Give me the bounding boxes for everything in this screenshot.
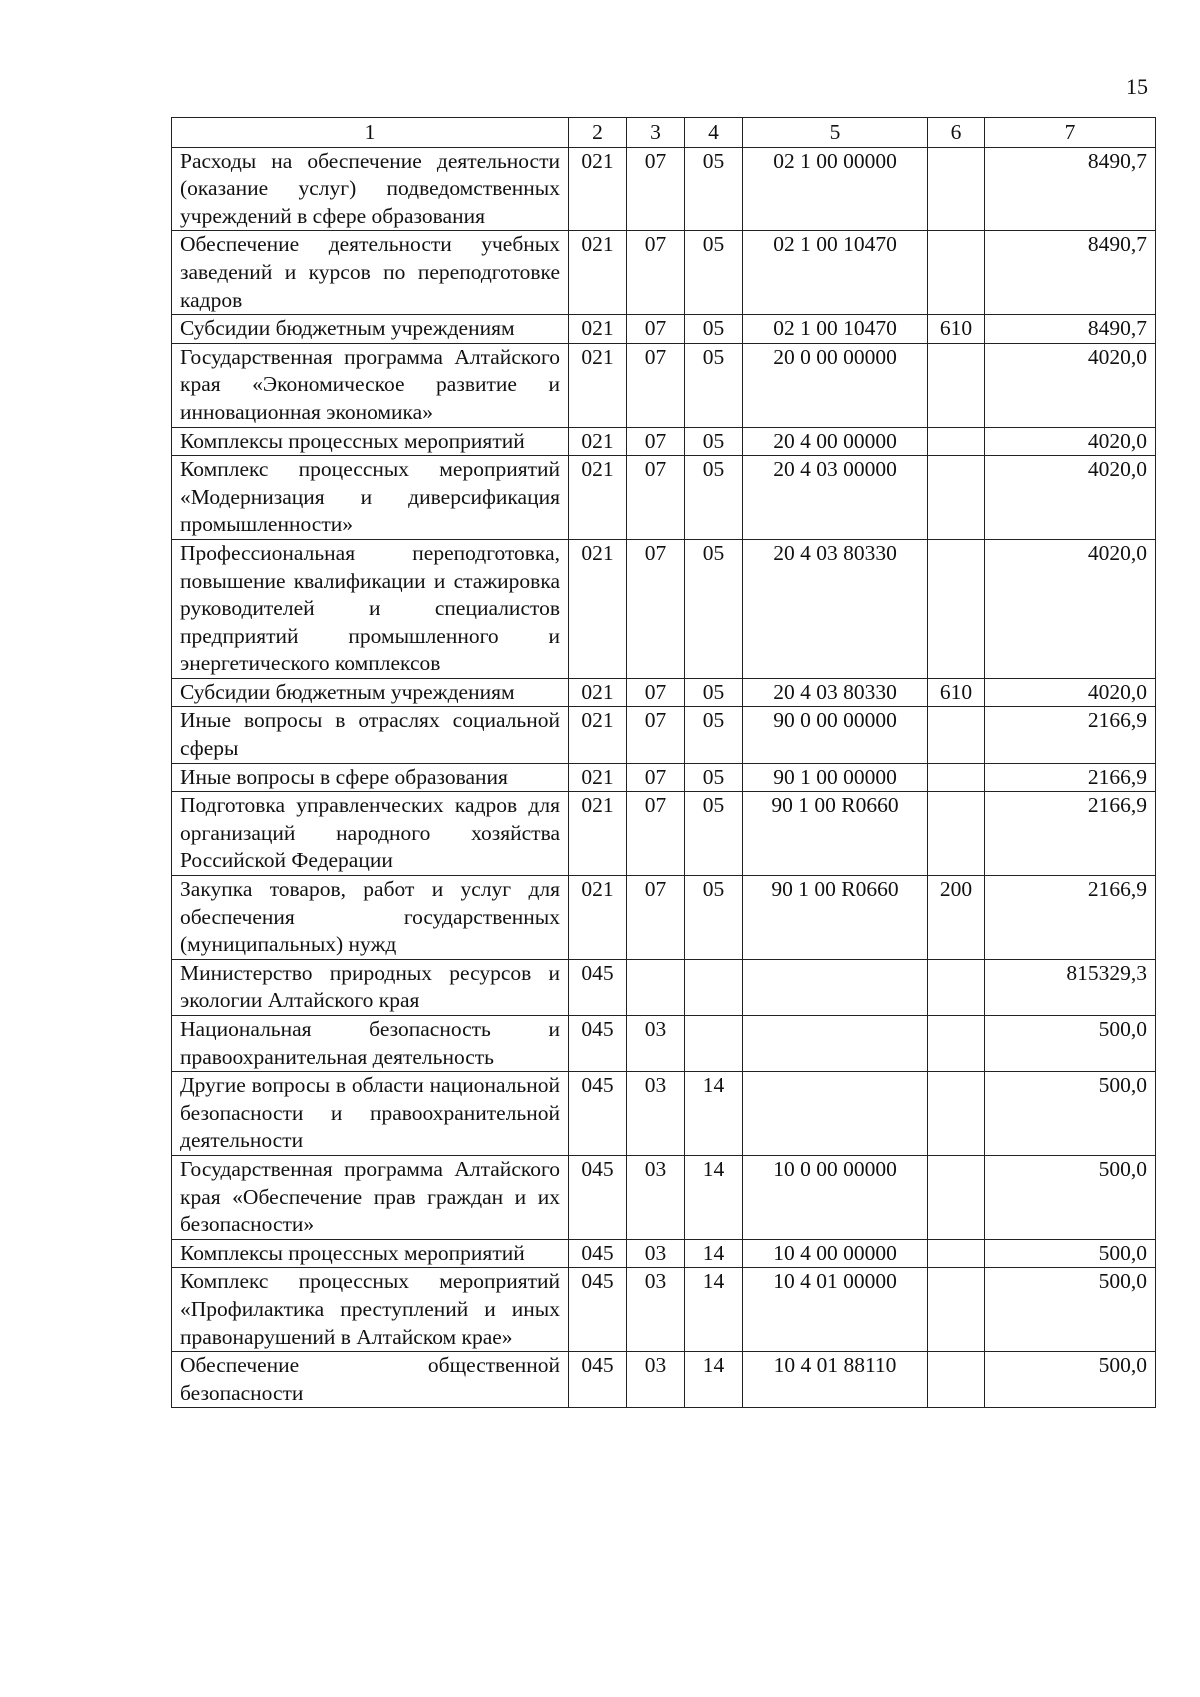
section-code-cell: 03: [627, 1239, 685, 1268]
amount-cell: 4020,0: [985, 456, 1156, 540]
admin-code-cell: 045: [569, 1268, 627, 1352]
section-code-cell: 03: [627, 1016, 685, 1072]
table-row: [172, 678, 1156, 707]
amount-cell: 4020,0: [985, 678, 1156, 707]
table-row: [172, 707, 1156, 763]
expense-type-cell: [928, 343, 985, 427]
expense-type-cell: [928, 707, 985, 763]
target-code-cell: [743, 1072, 928, 1156]
section-code-cell: 07: [627, 231, 685, 315]
admin-code-cell: 045: [569, 1155, 627, 1239]
target-code-cell: [743, 1016, 928, 1072]
admin-code-cell: 021: [569, 678, 627, 707]
expense-name-cell: Субсидии бюджетным учреждениям: [172, 315, 569, 344]
amount-cell: 4020,0: [985, 427, 1156, 456]
section-code-cell: 07: [627, 456, 685, 540]
admin-code-cell: 021: [569, 792, 627, 876]
budget-table: [171, 117, 1156, 1408]
table-row: [172, 959, 1156, 1015]
admin-code-cell: 021: [569, 876, 627, 960]
target-code-cell: 02 1 00 00000: [743, 147, 928, 231]
header-cell: 6: [928, 118, 985, 148]
expense-name-cell: Профессиональная переподготовка, повышение квалификации и стажировка руководителей и специалистов предприятий промышленного и энергетического комплексов: [172, 539, 569, 678]
section-code-cell: 07: [627, 539, 685, 678]
section-code-cell: [627, 959, 685, 1015]
target-code-cell: 90 1 00 R0660: [743, 876, 928, 960]
amount-cell: 815329,3: [985, 959, 1156, 1015]
table-row: [172, 763, 1156, 792]
amount-cell: 500,0: [985, 1352, 1156, 1408]
amount-cell: 500,0: [985, 1155, 1156, 1239]
expense-type-cell: [928, 456, 985, 540]
amount-cell: 2166,9: [985, 707, 1156, 763]
amount-cell: 500,0: [985, 1239, 1156, 1268]
admin-code-cell: 021: [569, 147, 627, 231]
expense-type-cell: [928, 792, 985, 876]
admin-code-cell: 021: [569, 456, 627, 540]
amount-cell: 2166,9: [985, 792, 1156, 876]
expense-type-cell: [928, 147, 985, 231]
expense-type-cell: [928, 1016, 985, 1072]
target-code-cell: 02 1 00 10470: [743, 231, 928, 315]
amount-cell: 8490,7: [985, 315, 1156, 344]
amount-cell: 4020,0: [985, 343, 1156, 427]
header-row: [172, 118, 1156, 148]
table-row: [172, 1352, 1156, 1408]
target-code-cell: 20 4 03 80330: [743, 678, 928, 707]
section-code-cell: 07: [627, 427, 685, 456]
target-code-cell: 20 4 03 00000: [743, 456, 928, 540]
target-code-cell: 90 1 00 00000: [743, 763, 928, 792]
expense-name-cell: Иные вопросы в сфере образования: [172, 763, 569, 792]
admin-code-cell: 021: [569, 231, 627, 315]
table-row: [172, 539, 1156, 678]
expense-type-cell: [928, 1352, 985, 1408]
header-cell: 4: [685, 118, 743, 148]
expense-name-cell: Национальная безопасность и правоохранительная деятельность: [172, 1016, 569, 1072]
amount-cell: 8490,7: [985, 147, 1156, 231]
expense-name-cell: Обеспечение общественной безопасности: [172, 1352, 569, 1408]
admin-code-cell: 021: [569, 763, 627, 792]
expense-name-cell: Государственная программа Алтайского края «Обеспечение прав граждан и их безопасности»: [172, 1155, 569, 1239]
admin-code-cell: 045: [569, 1016, 627, 1072]
amount-cell: 500,0: [985, 1268, 1156, 1352]
header-cell: 2: [569, 118, 627, 148]
expense-type-cell: [928, 1239, 985, 1268]
table-row: [172, 315, 1156, 344]
target-code-cell: 20 4 03 80330: [743, 539, 928, 678]
expense-name-cell: Комплекс процессных мероприятий «Профилактика преступлений и иных правонарушений в Алтайском крае»: [172, 1268, 569, 1352]
expense-type-cell: [928, 231, 985, 315]
table-row: [172, 792, 1156, 876]
subsection-code-cell: 05: [685, 678, 743, 707]
subsection-code-cell: 05: [685, 315, 743, 344]
subsection-code-cell: 05: [685, 876, 743, 960]
amount-cell: 2166,9: [985, 763, 1156, 792]
header-cell: 5: [743, 118, 928, 148]
section-code-cell: 07: [627, 678, 685, 707]
subsection-code-cell: 05: [685, 539, 743, 678]
subsection-code-cell: 05: [685, 456, 743, 540]
admin-code-cell: 021: [569, 539, 627, 678]
table-row: [172, 147, 1156, 231]
subsection-code-cell: 14: [685, 1268, 743, 1352]
subsection-code-cell: 05: [685, 707, 743, 763]
subsection-code-cell: 05: [685, 763, 743, 792]
target-code-cell: 10 4 01 00000: [743, 1268, 928, 1352]
subsection-code-cell: [685, 959, 743, 1015]
target-code-cell: 10 4 00 00000: [743, 1239, 928, 1268]
table-row: [172, 876, 1156, 960]
section-code-cell: 07: [627, 147, 685, 231]
amount-cell: 500,0: [985, 1016, 1156, 1072]
expense-name-cell: Другие вопросы в области национальной безопасности и правоохранительной деятельности: [172, 1072, 569, 1156]
table-row: [172, 343, 1156, 427]
table-row: [172, 231, 1156, 315]
expense-name-cell: Расходы на обеспечение деятельности (оказание услуг) подведомственных учреждений в сфере образования: [172, 147, 569, 231]
admin-code-cell: 021: [569, 427, 627, 456]
table-row: [172, 1268, 1156, 1352]
expense-type-cell: [928, 427, 985, 456]
expense-type-cell: 610: [928, 315, 985, 344]
expense-name-cell: Комплексы процессных мероприятий: [172, 427, 569, 456]
section-code-cell: 07: [627, 343, 685, 427]
expense-name-cell: Подготовка управленческих кадров для организаций народного хозяйства Российской Федерации: [172, 792, 569, 876]
table-row: [172, 427, 1156, 456]
header-cell: 3: [627, 118, 685, 148]
section-code-cell: 07: [627, 763, 685, 792]
subsection-code-cell: 05: [685, 792, 743, 876]
expense-type-cell: 200: [928, 876, 985, 960]
target-code-cell: 10 4 01 88110: [743, 1352, 928, 1408]
target-code-cell: 20 0 00 00000: [743, 343, 928, 427]
target-code-cell: 10 0 00 00000: [743, 1155, 928, 1239]
subsection-code-cell: 14: [685, 1072, 743, 1156]
subsection-code-cell: [685, 1016, 743, 1072]
section-code-cell: 07: [627, 876, 685, 960]
admin-code-cell: 045: [569, 1072, 627, 1156]
expense-type-cell: 610: [928, 678, 985, 707]
expense-type-cell: [928, 1072, 985, 1156]
expense-name-cell: Министерство природных ресурсов и экологии Алтайского края: [172, 959, 569, 1015]
expense-name-cell: Комплекс процессных мероприятий «Модернизация и диверсификация промышленности»: [172, 456, 569, 540]
subsection-code-cell: 05: [685, 343, 743, 427]
expense-name-cell: Иные вопросы в отраслях социальной сферы: [172, 707, 569, 763]
expense-type-cell: [928, 959, 985, 1015]
page-number: 15: [1126, 74, 1148, 99]
expense-type-cell: [928, 1268, 985, 1352]
subsection-code-cell: 05: [685, 231, 743, 315]
table-row: [172, 1016, 1156, 1072]
expense-name-cell: Комплексы процессных мероприятий: [172, 1239, 569, 1268]
expense-name-cell: Субсидии бюджетным учреждениям: [172, 678, 569, 707]
admin-code-cell: 045: [569, 1239, 627, 1268]
admin-code-cell: 045: [569, 959, 627, 1015]
section-code-cell: 03: [627, 1072, 685, 1156]
amount-cell: 4020,0: [985, 539, 1156, 678]
section-code-cell: 07: [627, 792, 685, 876]
expense-name-cell: Обеспечение деятельности учебных заведений и курсов по переподготовке кадров: [172, 231, 569, 315]
subsection-code-cell: 14: [685, 1352, 743, 1408]
expense-name-cell: Государственная программа Алтайского края «Экономическое развитие и инновационная экономика»: [172, 343, 569, 427]
section-code-cell: 07: [627, 707, 685, 763]
admin-code-cell: 021: [569, 707, 627, 763]
subsection-code-cell: 14: [685, 1155, 743, 1239]
header-cell: 7: [985, 118, 1156, 148]
section-code-cell: 03: [627, 1352, 685, 1408]
section-code-cell: 03: [627, 1155, 685, 1239]
table-row: [172, 456, 1156, 540]
table-body: [172, 147, 1156, 1408]
table-row: [172, 1155, 1156, 1239]
amount-cell: 8490,7: [985, 231, 1156, 315]
admin-code-cell: 045: [569, 1352, 627, 1408]
header-cell: 1: [172, 118, 569, 148]
admin-code-cell: 021: [569, 315, 627, 344]
amount-cell: 500,0: [985, 1072, 1156, 1156]
expense-type-cell: [928, 539, 985, 678]
expense-type-cell: [928, 1155, 985, 1239]
target-code-cell: 90 1 00 R0660: [743, 792, 928, 876]
subsection-code-cell: 14: [685, 1239, 743, 1268]
table-row: [172, 1239, 1156, 1268]
target-code-cell: 20 4 00 00000: [743, 427, 928, 456]
target-code-cell: [743, 959, 928, 1015]
admin-code-cell: 021: [569, 343, 627, 427]
section-code-cell: 07: [627, 315, 685, 344]
expense-type-cell: [928, 763, 985, 792]
expense-name-cell: Закупка товаров, работ и услуг для обеспечения государственных (муниципальных) нужд: [172, 876, 569, 960]
table-row: [172, 1072, 1156, 1156]
target-code-cell: 02 1 00 10470: [743, 315, 928, 344]
subsection-code-cell: 05: [685, 427, 743, 456]
subsection-code-cell: 05: [685, 147, 743, 231]
amount-cell: 2166,9: [985, 876, 1156, 960]
section-code-cell: 03: [627, 1268, 685, 1352]
target-code-cell: 90 0 00 00000: [743, 707, 928, 763]
